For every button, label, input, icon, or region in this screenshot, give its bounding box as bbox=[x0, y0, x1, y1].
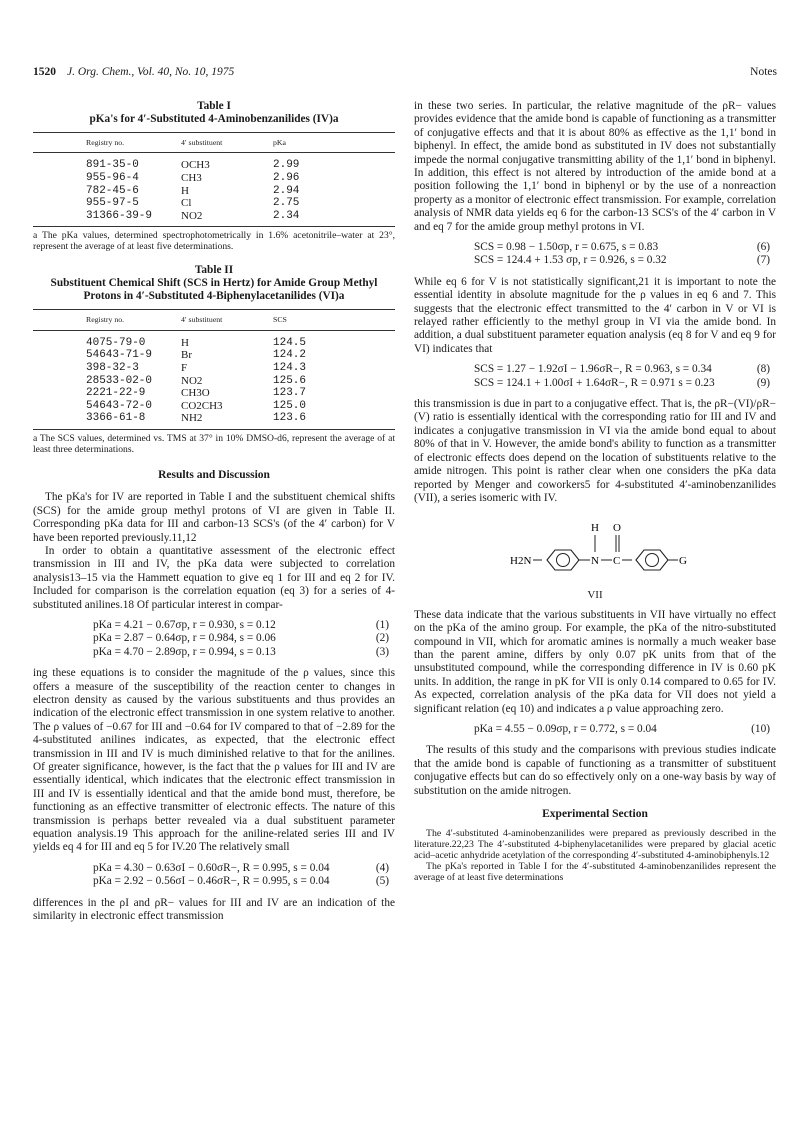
registry-cell: 891-35-0 bbox=[86, 159, 139, 172]
value-cell: 2.94 bbox=[273, 184, 300, 197]
value-cell: 123.7 bbox=[273, 387, 307, 400]
structure-h-label: H bbox=[591, 522, 599, 535]
table2-header-substituent: 4′ substituent bbox=[181, 310, 273, 330]
substituent-cell: F bbox=[181, 361, 188, 374]
results-paragraph-4: differences in the ρI and ρR− values for III and IV are an indication of the similarity in electronic effect transmission bbox=[33, 896, 395, 923]
equation-expression: pKa = 2.92 − 0.56σI − 0.46σR−, R = 0.995, s = 0.04 bbox=[93, 875, 330, 888]
equation bbox=[33, 632, 395, 645]
registry-cell: 4075-79-0 bbox=[86, 336, 146, 349]
table-row bbox=[33, 153, 395, 172]
equation bbox=[414, 723, 776, 736]
equation-10 bbox=[414, 723, 776, 736]
results-paragraph-1: The pKa's for IV are reported in Table I and the substituent chemical shifts (SCS) for the amide group methyl protons of VI are given in Table II. Corresponding pKa data for III and carbon-13 SCS's (of the 4′ carbon) for V have been reported previously.11,12 bbox=[33, 491, 395, 544]
equations-8-9 bbox=[414, 363, 776, 390]
value-cell: 125.6 bbox=[273, 374, 307, 387]
table-row bbox=[33, 185, 395, 198]
substituent-cell: CH3 bbox=[181, 172, 202, 184]
equation bbox=[414, 241, 776, 254]
right-paragraph-5: The results of this study and the comparisons with previous studies indicate that the amide bond is capable of functioning as a transmitter of substituent conjugative effects but can do so effectively only on a one-way basis by way of substitution on the amide nitrogen. bbox=[414, 744, 776, 797]
substituent-cell: CO2CH3 bbox=[181, 399, 223, 412]
value-cell: 124.2 bbox=[273, 349, 307, 362]
right-paragraph-2: While eq 6 for V is not statistically significant,21 it is important to note the essential identity in absolute magnitude for the ρ values in eq 6 and 7. This suggests that the electronic effect transmitted to the 4′ carbon in V or VI is relayed rather efficiently to the methyl group in VI via the amide bond. In addition, a dual substituent parameter equation analysis (eq 8 for V and eq 9 for VI) indicates that bbox=[414, 275, 776, 355]
registry-cell: 398-32-3 bbox=[86, 361, 139, 374]
substituent-cell: Br bbox=[181, 349, 192, 362]
equation-expression: pKa = 2.87 − 0.64σp, r = 0.984, s = 0.06 bbox=[93, 632, 276, 645]
table-row bbox=[33, 172, 395, 185]
value-cell: 123.6 bbox=[273, 412, 395, 429]
equation-number: (9) bbox=[756, 376, 770, 389]
equations-1-3 bbox=[33, 619, 395, 659]
table1-header-substituent: 4′ substituent bbox=[181, 133, 273, 153]
structure-vii-label: VII bbox=[587, 589, 603, 602]
section-label: Notes bbox=[750, 66, 777, 78]
right-paragraph-1: in these two series. In particular, the relative magnitude of the ρR− values provides evidence that the amide bond is capable of functioning as a transmitter of conjugative effects and that it is about 80% as effective as the 1,1′ bond in biphenyl. In effect, the amide bond as substituted in IV does not substantially impede the normal conjugative transmitting ability of the 1,1′ bond in biphenyl. In addition, this effect is not altered by introduction of the amide bond at a position following the 1,1′ bond in biphenyl or by the use of a nonreaction property as a monitor of electronic effect transmission. For example, correlation analysis of NMR data yields eq 6 for the carbon-13 SCS's of the 4′ carbon in V and eq 7 for the amide group methyl protons in VI. bbox=[414, 100, 776, 233]
experimental-paragraph-1: The 4′-substituted 4-aminobenzanilides were prepared as previously described in the literature.22,23 The 4′-substituted 4-biphenylacetanilides were prepared by glacial acetic acid–acetic anhydride acetylation of the corresponding 4′-substituted 4-aminobiphenyls.12 bbox=[414, 828, 776, 862]
equations-4-5 bbox=[33, 862, 395, 889]
table-row bbox=[33, 210, 395, 227]
structure-ring-1-circle bbox=[557, 554, 570, 567]
table2-header-scs: SCS bbox=[273, 310, 395, 330]
value-cell: 125.0 bbox=[273, 399, 307, 412]
right-paragraph-3: this transmission is due in part to a conjugative effect. That is, the ρR−(VI)/ρR−(V) ratio is essentially identical with the corresponding ratio for III and IV and indicates a conjugative transmission in VI via the amide bond equal to about 80% of that in V. However, the amide bond's ability to function as a transmitter of electronic effects does depend on the location of substituents relative to the amide nitrogen. This point is rather clear when one considers the pKa data reported by Menger and coworkers5 for 4-substituted 4′-aminobenzanilides (VII), a series isomeric with IV. bbox=[414, 398, 776, 504]
value-cell: 2.99 bbox=[273, 159, 300, 172]
structure-h2n-label: H2N bbox=[510, 555, 532, 568]
value-cell: 124.3 bbox=[273, 361, 307, 374]
equations-6-7 bbox=[414, 241, 776, 268]
registry-cell: 955-97-5 bbox=[86, 197, 139, 210]
registry-cell: 955-96-4 bbox=[86, 172, 139, 184]
substituent-cell: Cl bbox=[181, 197, 192, 210]
equation-expression: pKa = 4.70 − 2.89σp, r = 0.994, s = 0.13 bbox=[93, 645, 276, 658]
table1-caption: pKa's for 4′-Substituted 4-Aminobenzanilides (IV)a bbox=[89, 113, 339, 125]
registry-cell: 54643-71-9 bbox=[86, 349, 153, 362]
results-paragraph-2: In order to obtain a quantitative assessment of the electronic effect transmission in III and IV, the pKa data were subjected to correlation analysis13–15 via the Hammett equation to give eq 1 for III and eq 2 for IV. Included for comparison is the correlation equation (eq 3) for a series of 4-substituted anilines.18 Of particular interest in compar- bbox=[33, 544, 395, 611]
structure-vii bbox=[414, 511, 776, 585]
substituent-cell: OCH3 bbox=[181, 159, 210, 172]
equation-expression: SCS = 0.98 − 1.50σp, r = 0.675, s = 0.83 bbox=[474, 241, 659, 254]
equation-expression: SCS = 124.1 + 1.00σI + 1.64σR−, R = 0.971 s = 0.23 bbox=[474, 376, 715, 389]
substituent-cell: CH3O bbox=[181, 387, 210, 400]
table-row bbox=[33, 387, 395, 400]
table1-header-pka: pKa bbox=[273, 133, 395, 153]
table-row bbox=[33, 375, 395, 388]
substituent-cell: NH2 bbox=[181, 412, 273, 429]
registry-cell: 3366-61-8 bbox=[33, 412, 181, 429]
equation-number: (3) bbox=[375, 645, 389, 658]
table-row bbox=[33, 400, 395, 413]
experimental-heading: Experimental Section bbox=[542, 807, 648, 820]
table1-label: Table I bbox=[197, 100, 231, 112]
registry-cell: 28533-02-0 bbox=[86, 374, 153, 387]
structure-c-label: C bbox=[613, 555, 621, 568]
equation bbox=[33, 875, 395, 888]
registry-cell: 2221-22-9 bbox=[86, 387, 146, 400]
equation-expression: pKa = 4.30 − 0.63σI − 0.60σR−, R = 0.995, s = 0.04 bbox=[93, 861, 330, 874]
equation bbox=[33, 862, 395, 875]
table-row bbox=[33, 362, 395, 375]
table2-caption: Substituent Chemical Shift (SCS in Hertz) for Amide Group Methyl Protons in 4′-Substituted 4-Biphenylacetanilides (VI)a bbox=[50, 277, 378, 303]
table2-label: Table II bbox=[194, 264, 234, 277]
registry-cell: 31366-39-9 bbox=[33, 210, 181, 227]
table-row bbox=[33, 197, 395, 210]
table-row bbox=[33, 412, 395, 429]
equation bbox=[33, 619, 395, 632]
left-column bbox=[33, 100, 395, 923]
equation-number: (7) bbox=[756, 254, 770, 267]
value-cell: 2.75 bbox=[273, 197, 300, 210]
experimental-paragraph-2: The pKa's reported in Table I for the 4′-substituted 4-aminobenzanilides represent the average of at least five determinations bbox=[414, 861, 776, 884]
equation-expression: pKa = 4.55 − 0.09σp, r = 0.772, s = 0.04 bbox=[474, 722, 657, 735]
equation-number: (10) bbox=[751, 722, 770, 735]
value-cell: 2.34 bbox=[273, 210, 395, 227]
equation-expression: pKa = 4.21 − 0.67σp, r = 0.930, s = 0.12 bbox=[93, 619, 276, 631]
equation bbox=[33, 646, 395, 659]
page-header bbox=[33, 66, 777, 82]
substituent-cell: NO2 bbox=[181, 210, 273, 227]
equation-number: (5) bbox=[375, 875, 389, 888]
journal-citation: J. Org. Chem., Vol. 40, No. 10, 1975 bbox=[67, 66, 235, 78]
results-paragraph-3: ing these equations is to consider the magnitude of the ρ values, since this offers a measure of the susceptibility of the reaction center to changes in electron density as caused by the various substituents and thus provides an indication of the electronic effect transmission in one system relative to another. The ρ values of −0.67 for III and −0.64 for IV compared to that of −2.89 for the 4-substituted anilines indicates, as expected, that the electronic effect transmission in III and IV is much diminished relative to that for the anilines. Of greater significance, however, is the fact that the ρ values for III and IV are essentially identical, which indicates that the electronic effect transmission in III and IV is essentially identical and that the amide bond must, therefore, be functioning as an effective transmitter of electronic effects. The nature of this transmission is perhaps better revealed via a dual substituent parameter equation analysis.19 This approach for the aniline-related series III and IV yields eq 4 for III and eq 5 for IV.20 The relatively small bbox=[33, 667, 395, 854]
equation bbox=[414, 254, 776, 267]
structure-o-label: O bbox=[613, 522, 621, 535]
equation-number: (2) bbox=[375, 632, 389, 645]
table1-header-registry: Registry no. bbox=[33, 133, 181, 153]
equation-expression: SCS = 1.27 − 1.92σI − 1.96σR−, R = 0.963, s = 0.34 bbox=[474, 363, 712, 376]
equation bbox=[414, 363, 776, 376]
structure-ring-2-circle bbox=[646, 554, 659, 567]
table1 bbox=[33, 132, 395, 227]
equation-number: (1) bbox=[375, 619, 389, 631]
equation bbox=[414, 377, 776, 390]
value-cell: 124.5 bbox=[273, 336, 307, 349]
table-row bbox=[33, 349, 395, 362]
table2-footnote: a The SCS values, determined vs. TMS at 37° in 10% DMSO-d6, represent the average of at least three determinations. bbox=[33, 432, 395, 455]
table1-footnote: a The pKa values, determined spectrophotometrically in 1.6% acetonitrile–water at 23°, represent the average of at least five determinations. bbox=[33, 230, 395, 253]
substituent-cell: NO2 bbox=[181, 374, 203, 387]
right-column bbox=[414, 100, 776, 883]
structure-g-label: G bbox=[679, 555, 687, 568]
table-row bbox=[33, 330, 395, 349]
substituent-cell: H bbox=[181, 184, 189, 197]
substituent-cell: H bbox=[181, 336, 189, 349]
registry-cell: 782-45-6 bbox=[86, 184, 139, 197]
equation-number: (4) bbox=[375, 861, 389, 874]
table2-header-registry: Registry no. bbox=[33, 310, 181, 330]
registry-cell: 54643-72-0 bbox=[86, 399, 153, 412]
equation-number: (6) bbox=[756, 241, 770, 254]
equation-number: (8) bbox=[756, 363, 770, 376]
table2 bbox=[33, 309, 395, 430]
structure-vii-drawing bbox=[414, 511, 776, 585]
results-heading: Results and Discussion bbox=[158, 468, 270, 481]
page-number: 1520 bbox=[33, 66, 56, 78]
structure-n-label: N bbox=[591, 555, 599, 568]
value-cell: 2.96 bbox=[273, 172, 300, 184]
equation-expression: SCS = 124.4 + 1.53 σp, r = 0.926, s = 0.32 bbox=[474, 254, 667, 267]
right-paragraph-4: These data indicate that the various substituents in VII have virtually no effect on the pKa of the amino group. For example, the pKa of the nitro-substituted compound in VII, which for aromatic amines is normally a much weaker base than the parent amine, differs by only 0.07 pK units from that of the unsubstituted compound, while the corresponding difference in IV is 0.60 pK units. In addition, the range in pK for VII is only 0.14 compared to 0.65 for IV. As expected, correlation analysis of the pKa data for VII does not yield a significant relation (eq 10) and indicates a ρ value approaching zero. bbox=[414, 608, 776, 715]
